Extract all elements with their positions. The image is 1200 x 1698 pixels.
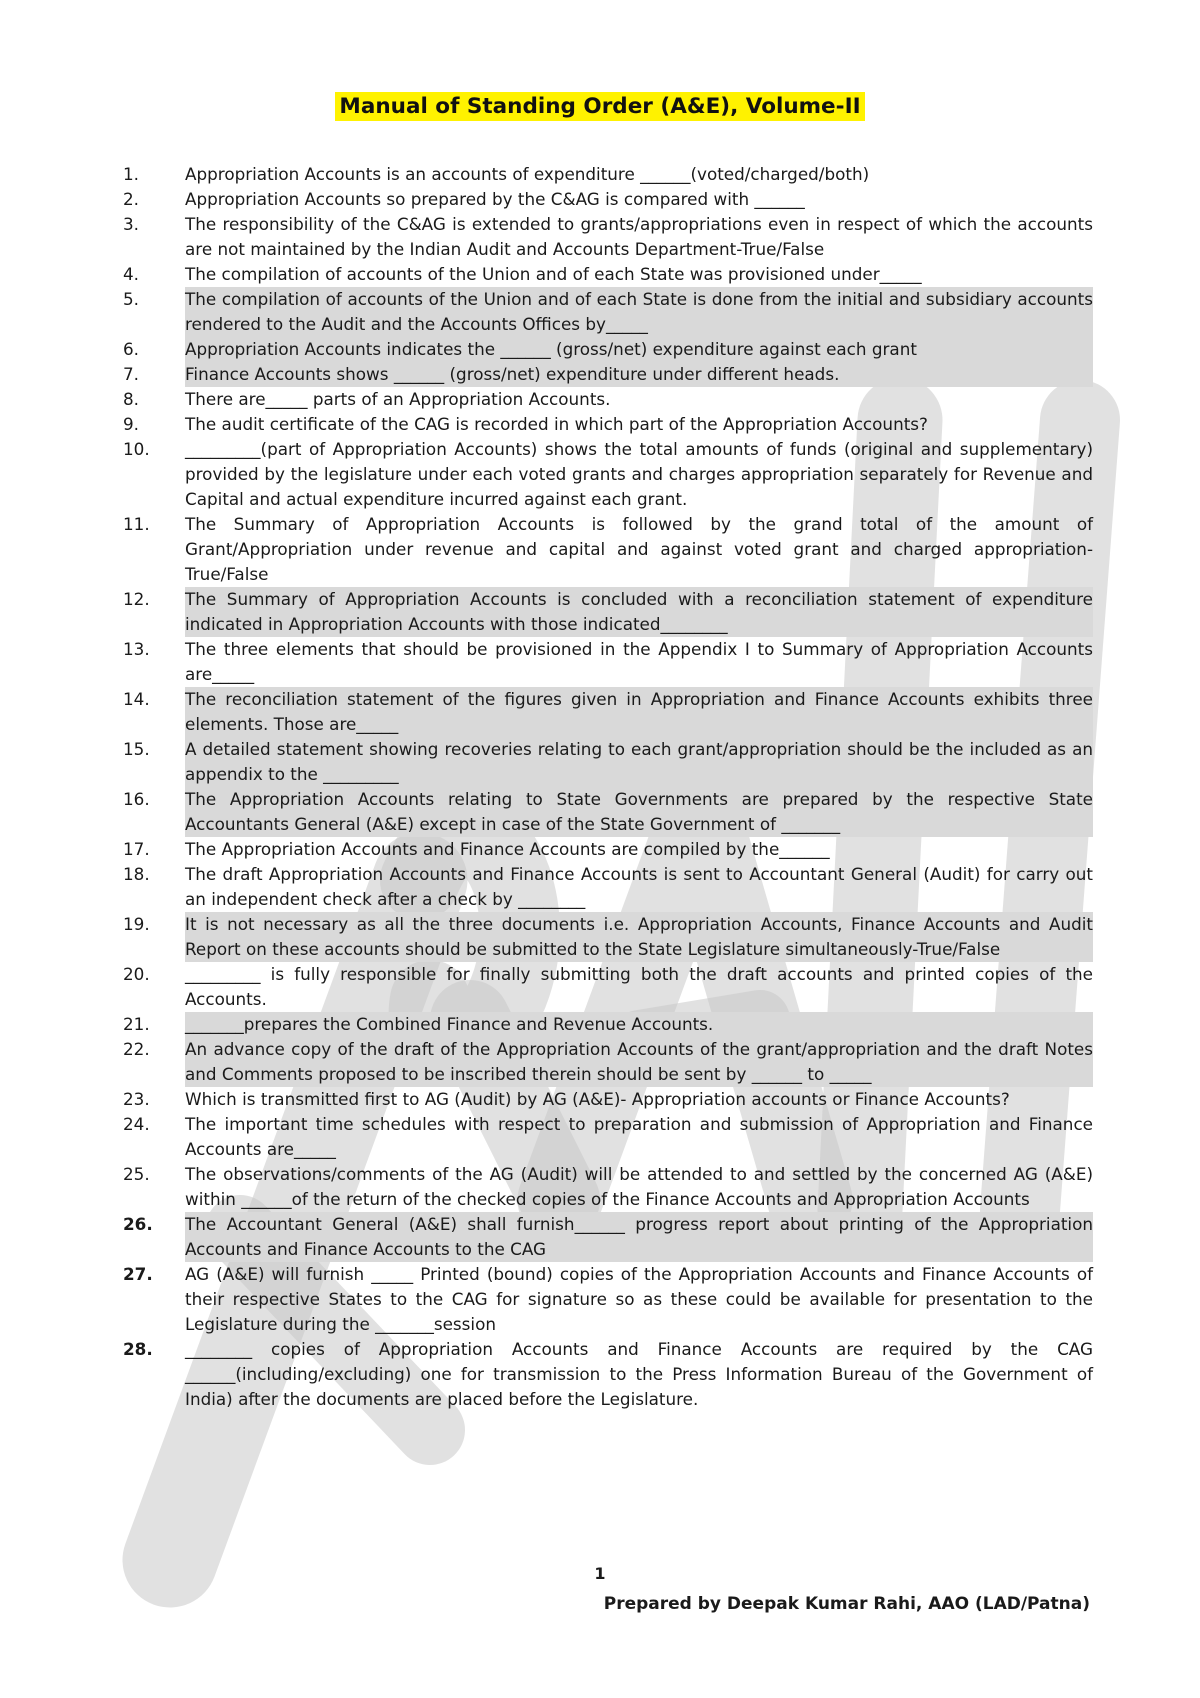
- question-number: 2.: [123, 189, 140, 209]
- list-item: [123, 1112, 1093, 1162]
- question-text: AG (A&E) will furnish _____ Printed (bound) copies of the Appropriation Accounts and Finance Accounts of their respective States to the CAG for signature so as these could be available for presentation to the Legislature during the _______session: [185, 1264, 1093, 1334]
- question-number: 21.: [123, 1014, 150, 1034]
- list-item: [123, 162, 1093, 187]
- question-number: 27.: [123, 1264, 153, 1284]
- question-number: 14.: [123, 689, 150, 709]
- question-text: The audit certificate of the CAG is recorded in which part of the Appropriation Accounts?: [185, 414, 928, 434]
- list-item: [123, 1037, 1093, 1087]
- list-item: [123, 1012, 1093, 1037]
- question-number: 20.: [123, 964, 150, 984]
- question-text: Which is transmitted first to AG (Audit) by AG (A&E)- Appropriation accounts or Finance Accounts?: [185, 1089, 1010, 1109]
- question-text: _________ is fully responsible for finally submitting both the draft accounts and printed copies of the Accounts.: [185, 964, 1093, 1009]
- question-number: 8.: [123, 389, 140, 409]
- list-item: [123, 962, 1093, 1012]
- question-number: 12.: [123, 589, 150, 609]
- list-item: [123, 262, 1093, 287]
- question-text: The Appropriation Accounts relating to State Governments are prepared by the respective State Accountants General (A&E) except in case of the State Government of _______: [185, 787, 1093, 837]
- title-wrap: [0, 92, 1200, 121]
- list-item: [123, 737, 1093, 787]
- list-item: [123, 362, 1093, 387]
- question-text: The Accountant General (A&E) shall furnish______ progress report about printing of the Appropriation Accounts and Finance Accounts to the CAG: [185, 1212, 1093, 1262]
- list-item: [123, 1262, 1093, 1337]
- question-text: Appropriation Accounts indicates the ______ (gross/net) expenditure against each grant: [185, 337, 1093, 362]
- question-number: 23.: [123, 1089, 150, 1109]
- list-item: [123, 1212, 1093, 1262]
- question-number: 18.: [123, 864, 150, 884]
- question-number: 15.: [123, 739, 150, 759]
- question-text: The three elements that should be provisioned in the Appendix I to Summary of Appropriation Accounts are_____: [185, 639, 1093, 684]
- question-number: 25.: [123, 1164, 150, 1184]
- question-number: 17.: [123, 839, 150, 859]
- question-text: There are_____ parts of an Appropriation Accounts.: [185, 389, 611, 409]
- question-text: The important time schedules with respect to preparation and submission of Appropriation and Finance Accounts are_____: [185, 1114, 1093, 1159]
- question-number: 10.: [123, 439, 150, 459]
- question-number: 16.: [123, 789, 150, 809]
- footer-credit: Prepared by Deepak Kumar Rahi, AAO (LAD/Patna): [603, 1594, 1090, 1614]
- list-item: [123, 287, 1093, 337]
- question-number: 9.: [123, 414, 140, 434]
- question-number: 26.: [123, 1214, 153, 1234]
- list-item: [123, 787, 1093, 837]
- question-number: 11.: [123, 514, 150, 534]
- question-text: The Summary of Appropriation Accounts is concluded with a reconciliation statement of expenditure indicated in Appropriation Accounts with those indicated________: [185, 587, 1093, 637]
- question-text: The compilation of accounts of the Union and of each State is done from the initial and subsidiary accounts rendered to the Audit and the Accounts Offices by_____: [185, 287, 1093, 337]
- question-number: 13.: [123, 639, 150, 659]
- question-text: The Summary of Appropriation Accounts is followed by the grand total of the amount of Grant/Appropriation under revenue and capital and against voted grant and charged appropriation-True/False: [185, 514, 1093, 584]
- question-text: Appropriation Accounts so prepared by the C&AG is compared with ______: [185, 189, 805, 209]
- question-text: Finance Accounts shows ______ (gross/net) expenditure under different heads.: [185, 362, 1093, 387]
- list-item: [123, 587, 1093, 637]
- page-number: 1: [594, 1564, 606, 1583]
- question-number: 6.: [123, 339, 140, 359]
- question-number: 28.: [123, 1339, 153, 1359]
- list-item: [123, 212, 1093, 262]
- question-text: Appropriation Accounts is an accounts of expenditure ______(voted/charged/both): [185, 164, 870, 184]
- question-text: The draft Appropriation Accounts and Finance Accounts is sent to Accountant General (Audit) for carry out an independent check after a check by ________: [185, 864, 1093, 909]
- question-number: 24.: [123, 1114, 150, 1134]
- question-text: A detailed statement showing recoveries relating to each grant/appropriation should be the included as an appendix to the _________: [185, 737, 1093, 787]
- question-number: 7.: [123, 364, 140, 384]
- list-item: [123, 1087, 1093, 1112]
- question-number: 1.: [123, 164, 140, 184]
- list-item: [123, 912, 1093, 962]
- list-item: [123, 187, 1093, 212]
- question-list: [123, 162, 1093, 1412]
- list-item: [123, 387, 1093, 412]
- list-item: [123, 837, 1093, 862]
- question-text: ________ copies of Appropriation Accounts and Finance Accounts are required by the CAG ______(including/excluding) one for transmission to the Press Information Bureau of the Government of India) after the documents are placed before the Legislature.: [185, 1339, 1093, 1409]
- list-item: [123, 637, 1093, 687]
- question-text: The compilation of accounts of the Union and of each State was provisioned under_____: [185, 264, 922, 284]
- question-text: _______prepares the Combined Finance and Revenue Accounts.: [185, 1012, 1093, 1037]
- question-text: _________(part of Appropriation Accounts) shows the total amounts of funds (original and supplementary) provided by the legislature under each voted grants and charges appropriation separately for Revenue and Capital and actual expenditure incurred against each grant.: [185, 439, 1093, 509]
- question-number: 5.: [123, 289, 140, 309]
- list-item: [123, 1337, 1093, 1412]
- list-item: [123, 1162, 1093, 1212]
- list-item: [123, 862, 1093, 912]
- question-number: 19.: [123, 914, 150, 934]
- question-text: The reconciliation statement of the figures given in Appropriation and Finance Accounts exhibits three elements. Those are_____: [185, 687, 1093, 737]
- page-title: Manual of Standing Order (A&E), Volume-II: [335, 92, 864, 121]
- question-number: 4.: [123, 264, 140, 284]
- list-item: [123, 687, 1093, 737]
- question-text: It is not necessary as all the three documents i.e. Appropriation Accounts, Finance Accounts and Audit Report on these accounts should be submitted to the State Legislature simultaneously-True/False: [185, 912, 1093, 962]
- question-number: 3.: [123, 214, 140, 234]
- question-text: The Appropriation Accounts and Finance Accounts are compiled by the______: [185, 839, 830, 859]
- list-item: [123, 337, 1093, 362]
- question-text: The responsibility of the C&AG is extended to grants/appropriations even in respect of which the accounts are not maintained by the Indian Audit and Accounts Department-True/False: [185, 214, 1093, 259]
- question-text: The observations/comments of the AG (Audit) will be attended to and settled by the concerned AG (A&E) within ______of the return of the checked copies of the Finance Accounts and Appropriation Accounts: [185, 1164, 1093, 1209]
- list-item: [123, 412, 1093, 437]
- list-item: [123, 437, 1093, 512]
- list-item: [123, 512, 1093, 587]
- question-number: 22.: [123, 1039, 150, 1059]
- question-text: An advance copy of the draft of the Appropriation Accounts of the grant/appropriation and the draft Notes and Comments proposed to be inscribed therein should be sent by ______ to _____: [185, 1037, 1093, 1087]
